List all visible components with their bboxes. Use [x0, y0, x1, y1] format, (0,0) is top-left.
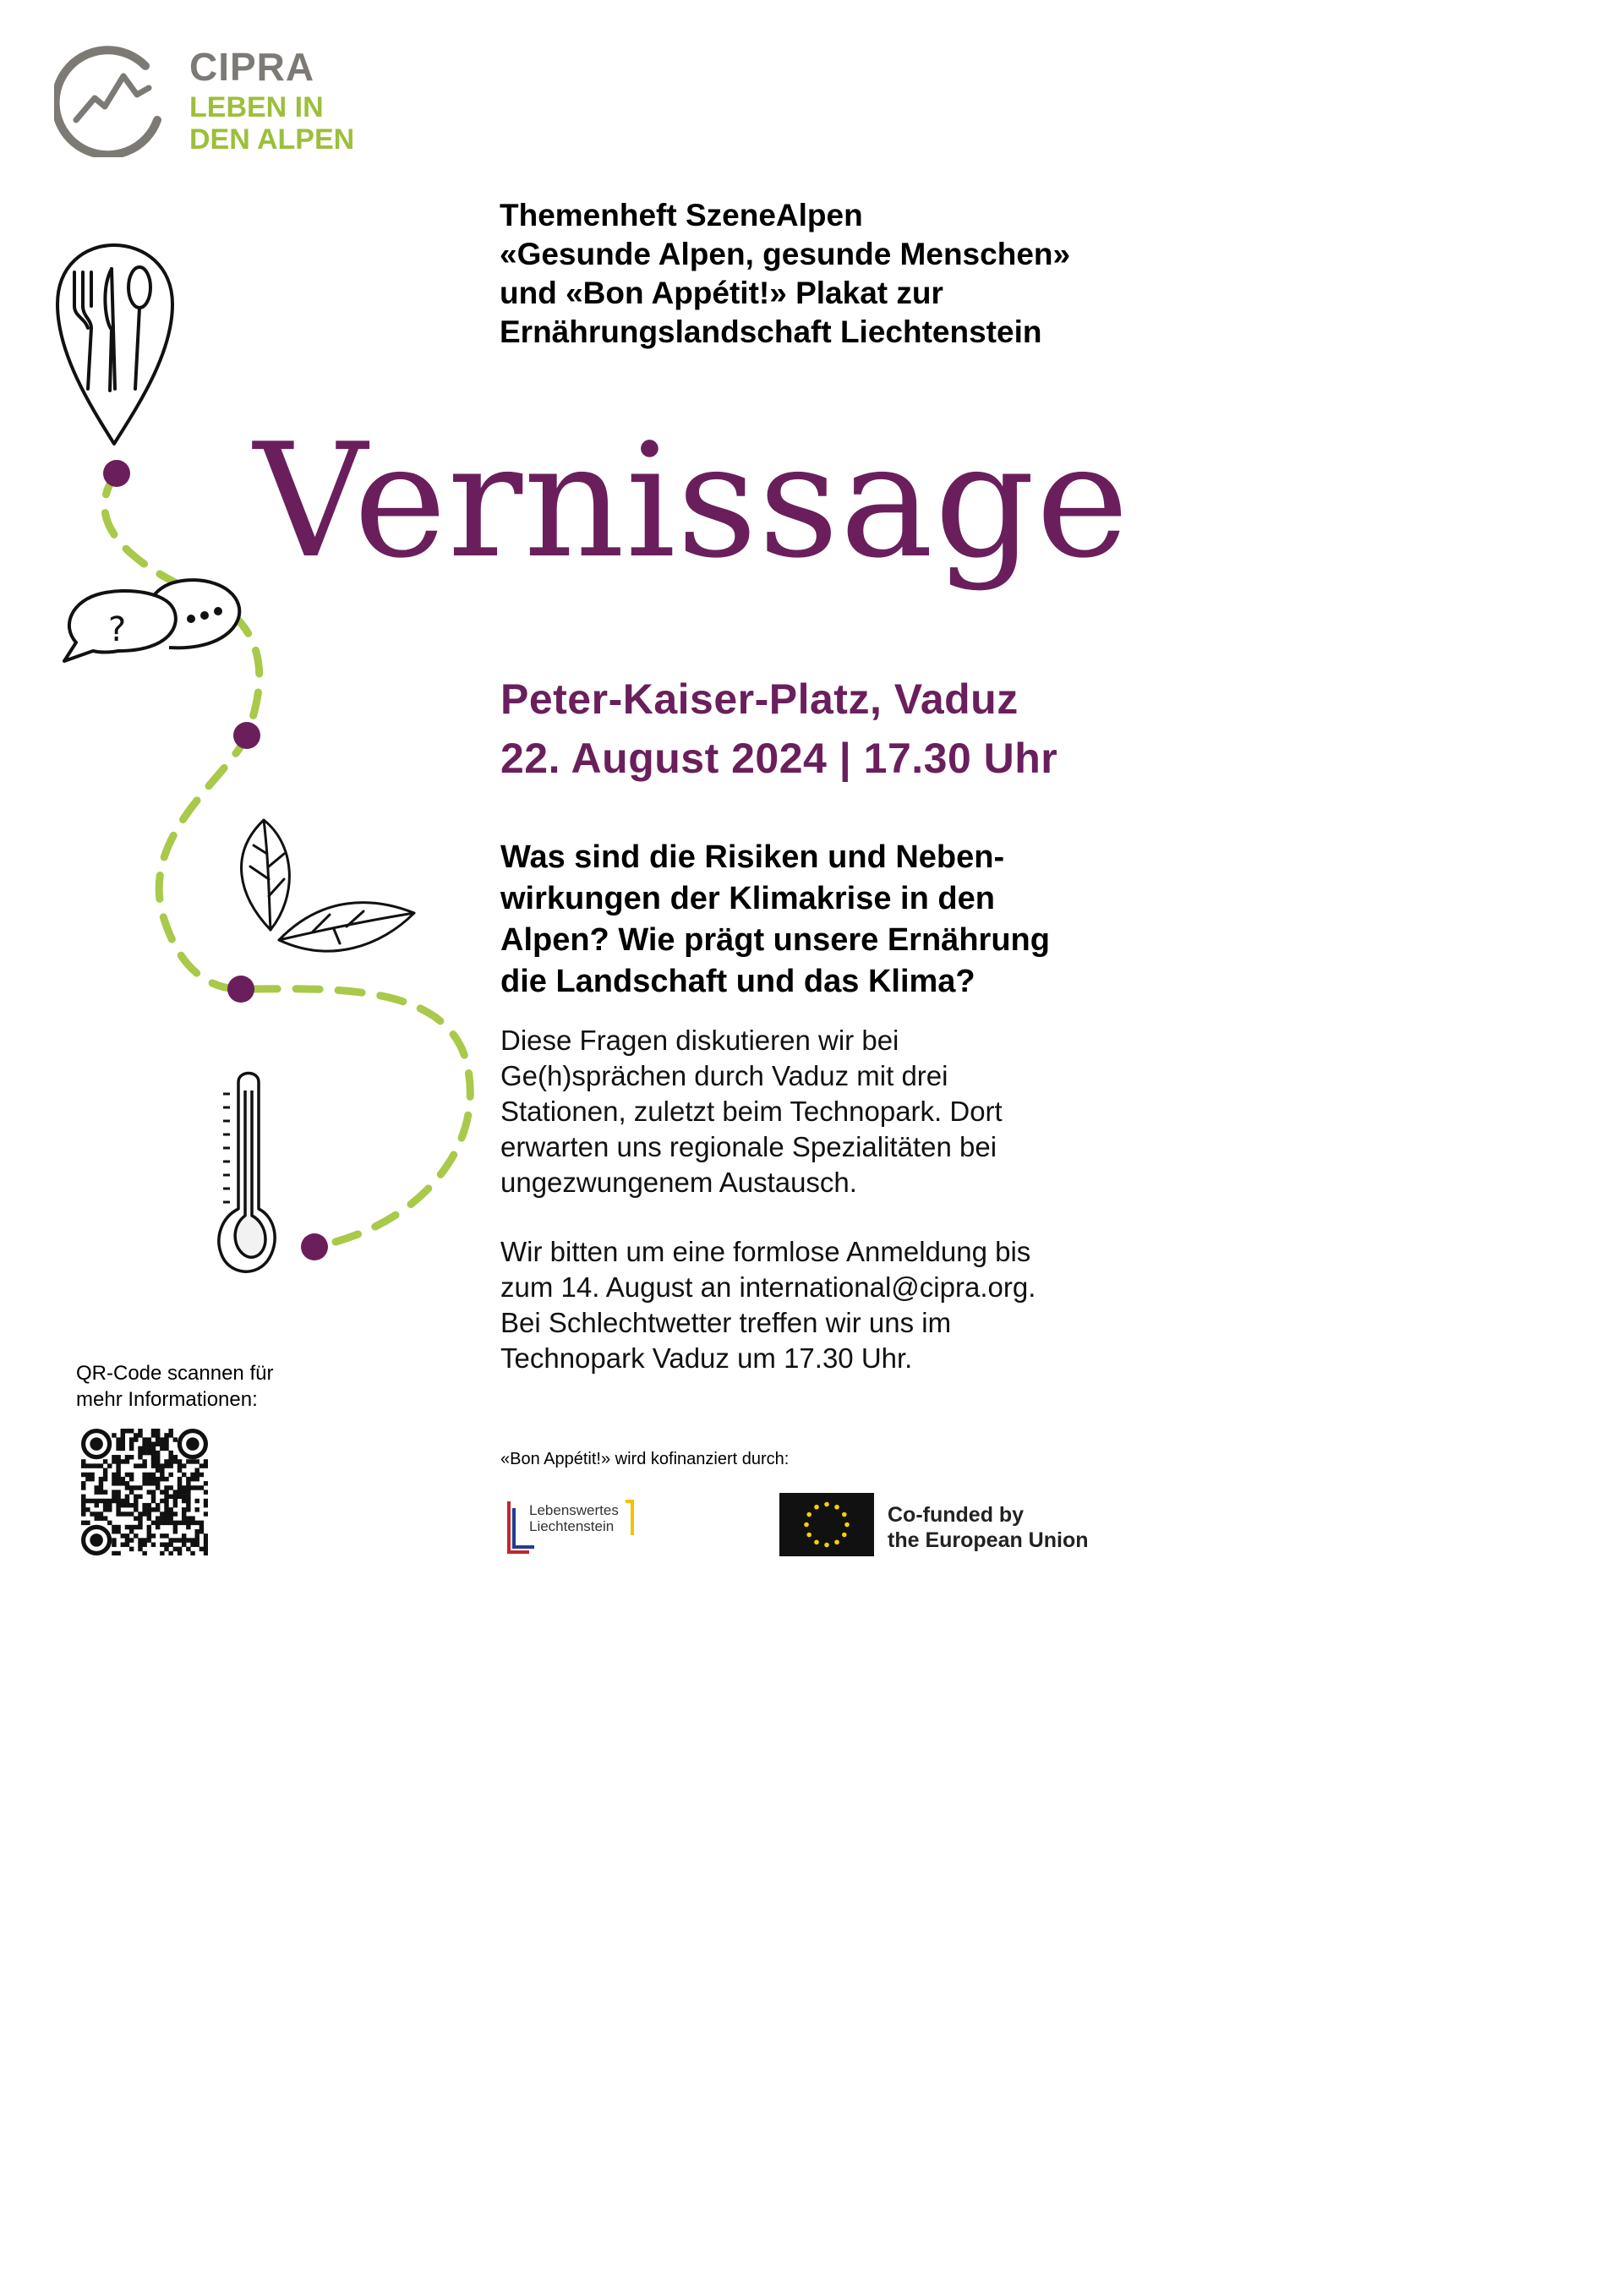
eu-star [804, 1522, 809, 1528]
qr-code-icon[interactable] [81, 1429, 208, 1555]
route-dot [103, 460, 130, 487]
eu-star [806, 1533, 812, 1538]
topic-line: Themenheft SzeneAlpen [500, 198, 863, 232]
eu-line: the European Union [888, 1528, 1089, 1552]
route-dot [301, 1233, 328, 1260]
para-line: Bei Schlechtwetter treffen wir uns im [500, 1307, 952, 1338]
eu-star [814, 1505, 819, 1510]
eu-star [824, 1543, 829, 1548]
para-line: zum 14. August an international@cipra.org. [500, 1271, 1036, 1303]
cipra-logo-text [189, 47, 354, 156]
para-line: erwarten uns regionale Spezialitäten bei [500, 1131, 997, 1162]
eu-star [842, 1512, 847, 1517]
leaves-icon [242, 820, 414, 951]
topic-line: «Gesunde Alpen, gesunde Menschen» [500, 237, 1071, 271]
svg-text:?: ? [108, 610, 127, 649]
eu-star [824, 1502, 829, 1507]
para-line: Technopark Vaduz um 17.30 Uhr. [500, 1342, 913, 1374]
para-line: ungezwungenem Austausch. [500, 1167, 857, 1198]
registration-paragraph [500, 1234, 1143, 1376]
eu-star [834, 1539, 839, 1544]
eu-star [806, 1512, 812, 1517]
lw-line: Lebenswertes [529, 1502, 619, 1518]
question-line: Was sind die Risiken und Neben- [500, 839, 1005, 875]
qr-label-line: QR-Code scannen für [76, 1362, 274, 1385]
logo-tagline-line2: DEN ALPEN [189, 123, 355, 156]
para-line: Wir bitten um eine formlose Anmeldung bis [500, 1236, 1031, 1267]
question-line: Alpen? Wie prägt unsere Ernährung [500, 922, 1050, 958]
eu-flag-icon [779, 1493, 874, 1556]
event-details [500, 670, 1057, 788]
cofinancing-label: «Bon Appétit!» wird kofinanziert durch: [500, 1450, 790, 1468]
event-place: Peter-Kaiser-Platz, Vaduz [500, 675, 1019, 723]
route-dot [233, 722, 260, 749]
thermometer-icon [219, 1074, 275, 1272]
lebenswertes-text [529, 1502, 619, 1534]
eu-cofunded-text [888, 1502, 1089, 1553]
logo-tagline-line1: LEBEN IN [189, 91, 324, 123]
speech-bubbles-icon [64, 580, 239, 661]
question-line: wirkungen der Klimakrise in den [500, 881, 995, 916]
qr-label-line: mehr Informationen: [76, 1388, 258, 1411]
qr-label [76, 1360, 273, 1413]
eu-star [842, 1533, 847, 1538]
question-line: die Landschaft und das Klima? [500, 964, 975, 999]
logo-name: CIPRA [189, 45, 315, 89]
para-line: Stationen, zuletzt beim Technopark. Dort [500, 1096, 1003, 1127]
eu-line: Co-funded by [888, 1503, 1025, 1527]
event-datetime: 22. August 2024 | 17.30 Uhr [500, 735, 1058, 782]
route-dot [227, 976, 254, 1003]
lw-line: Liechtenstein [529, 1518, 615, 1534]
cutlery-pin-icon [57, 245, 172, 444]
event-title: Vernissage [254, 409, 1130, 593]
topic-heading [500, 196, 1176, 352]
eu-star [814, 1539, 819, 1544]
para-line: Diese Fragen diskutieren wir bei [500, 1025, 899, 1056]
eu-star [834, 1505, 839, 1510]
topic-line: Ernährungslandschaft Liechtenstein [500, 314, 1042, 349]
para-line: Ge(h)sprächen durch Vaduz mit drei [500, 1060, 948, 1091]
question-heading [500, 837, 1143, 1003]
cipra-mountain-logo-icon [54, 39, 172, 157]
description-paragraph [500, 1023, 1143, 1200]
route-illustration [0, 228, 507, 1293]
topic-line: und «Bon Appétit!» Plakat zur [500, 276, 943, 310]
eu-star [844, 1522, 850, 1528]
